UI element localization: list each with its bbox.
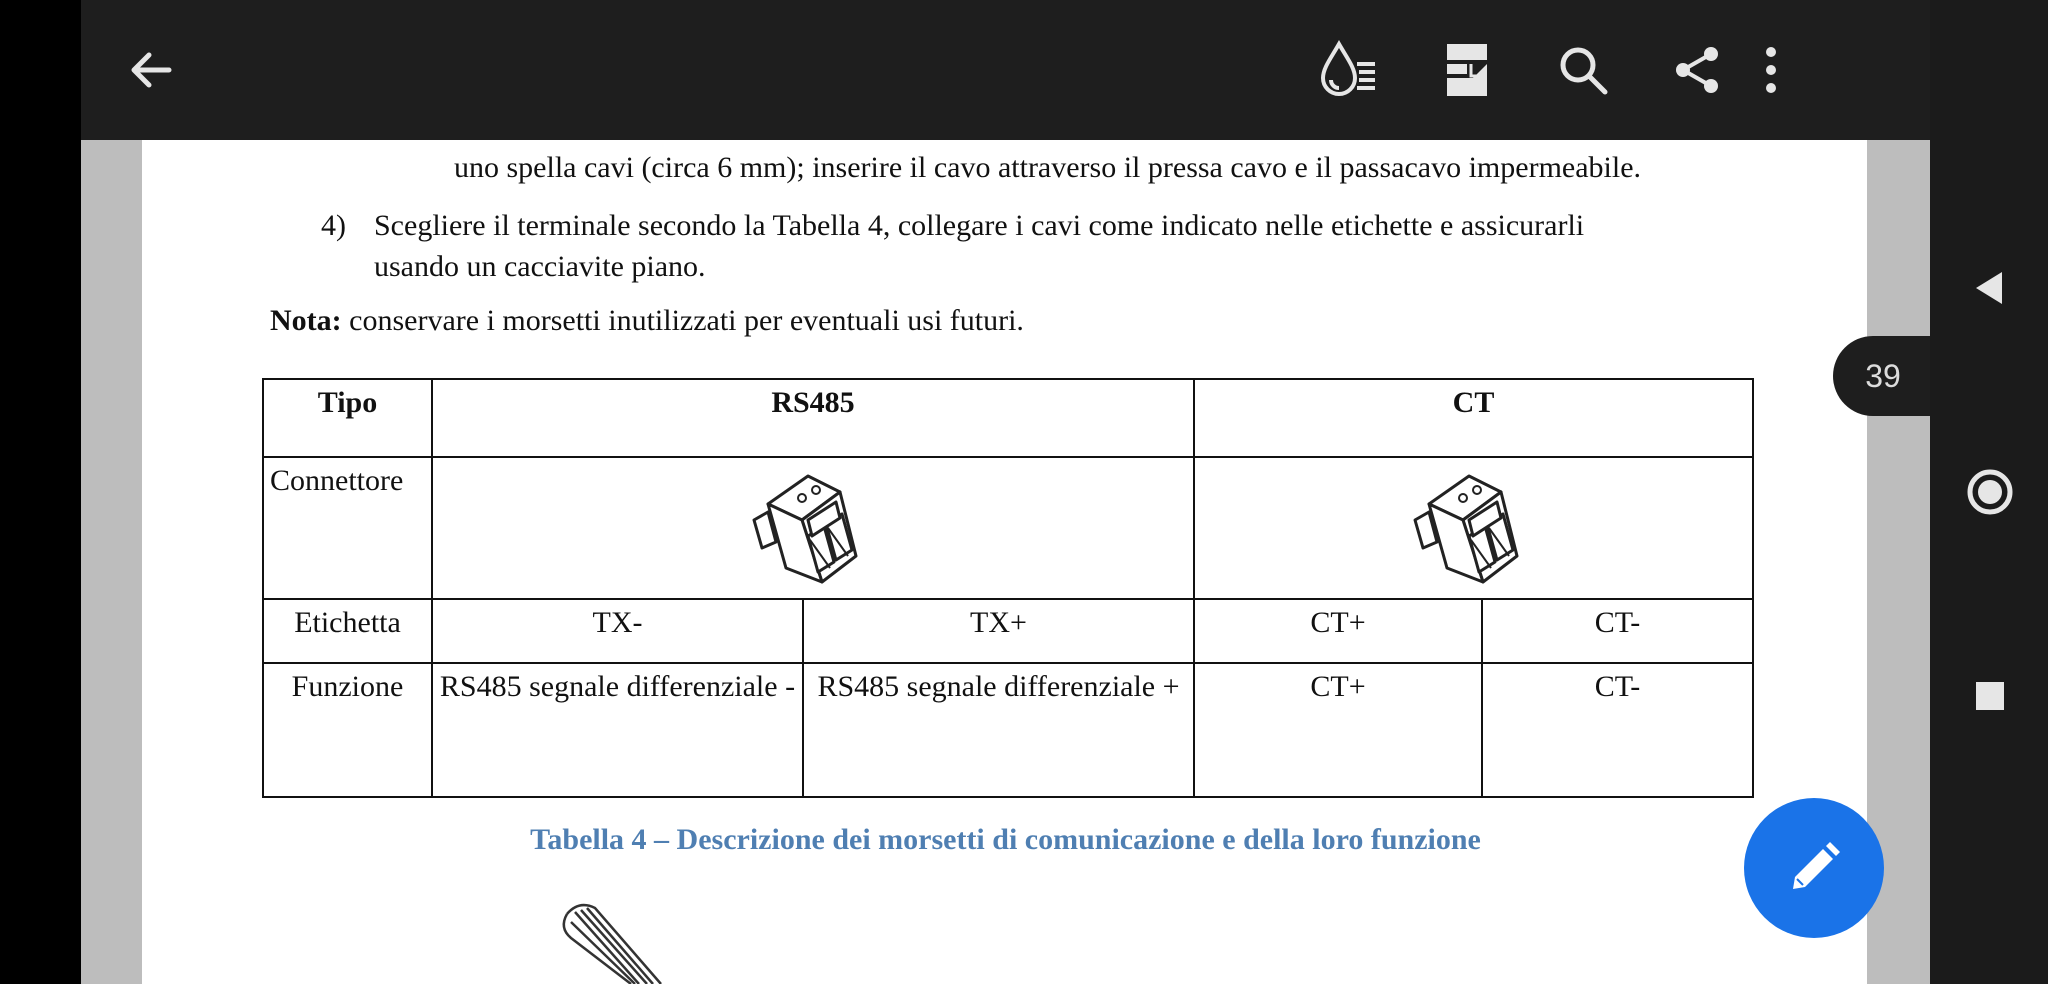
more-vertical-icon — [1761, 42, 1781, 98]
pencil-icon — [1785, 839, 1843, 897]
terminals-table — [262, 378, 1754, 798]
nav-recents-button[interactable] — [1954, 660, 2026, 732]
arrow-left-icon — [123, 42, 179, 98]
edit-fab-button[interactable] — [1744, 798, 1884, 938]
document-viewer[interactable] — [81, 0, 1930, 984]
nav-back-button[interactable] — [1954, 252, 2026, 324]
back-button[interactable] — [111, 30, 191, 110]
row-label-etichetta: Etichetta — [263, 599, 432, 663]
organize-pages-icon — [1443, 42, 1491, 98]
step-4-line-1: Scegliere il terminale secondo la Tabella 4, collegare i cavi come indicato nelle etichette e assicurarli — [374, 209, 1585, 242]
row-label-funzione: Funzione — [263, 663, 432, 797]
table-caption: Tabella 4 – Descrizione dei morsetti di comunicazione e della loro funzione — [530, 823, 1481, 856]
note-label: Nota: — [270, 304, 342, 337]
share-icon — [1669, 42, 1725, 98]
screwdriver-image — [551, 898, 671, 984]
left-letterbox — [0, 0, 81, 984]
table-cell: CT+ — [1194, 599, 1482, 663]
square-recents-icon — [1970, 676, 2010, 716]
nav-home-button[interactable] — [1954, 456, 2026, 528]
liquid-mode-button[interactable] — [1309, 30, 1389, 110]
connector-ct-cell — [1194, 457, 1753, 599]
search-icon — [1555, 42, 1611, 98]
organize-pages-button[interactable] — [1427, 30, 1507, 110]
table-cell: CT- — [1482, 599, 1753, 663]
step-4-number: 4) — [321, 209, 346, 242]
table-cell: CT+ — [1194, 663, 1482, 797]
header-tipo: Tipo — [263, 379, 432, 457]
table-cell: TX- — [432, 599, 803, 663]
step-4-line-2: usando un cacciavite piano. — [374, 250, 706, 283]
note-paragraph — [270, 304, 1024, 338]
connector-rs485-image — [748, 464, 878, 584]
table-row-etichetta — [263, 599, 1753, 663]
table-row-connettore — [263, 457, 1753, 599]
header-ct: CT — [1194, 379, 1753, 457]
more-options-button[interactable] — [1731, 30, 1811, 110]
share-button[interactable] — [1657, 30, 1737, 110]
table-cell: CT- — [1482, 663, 1753, 797]
top-toolbar — [81, 0, 1930, 140]
row-label-connettore: Connettore — [263, 457, 432, 599]
table-cell: TX+ — [803, 599, 1194, 663]
table-cell: RS485 segnale differenziale - — [432, 663, 803, 797]
header-rs485: RS485 — [432, 379, 1194, 457]
triangle-back-icon — [1970, 268, 2010, 308]
circle-home-icon — [1965, 467, 2015, 517]
connector-rs485-cell — [432, 457, 1194, 599]
step-3-continuation: uno spella cavi (circa 6 mm); inserire il cavo attraverso il pressa cavo e il passacavo impermeabile. — [454, 151, 1642, 184]
connector-ct-image — [1409, 464, 1539, 584]
page-number-badge[interactable]: 39 — [1833, 336, 1933, 416]
liquid-mode-icon — [1317, 38, 1381, 102]
table-cell: RS485 segnale differenziale + — [803, 663, 1194, 797]
table-row-funzione — [263, 663, 1753, 797]
system-nav-bar — [1930, 0, 2048, 984]
table-header-row — [263, 379, 1753, 457]
search-button[interactable] — [1543, 30, 1623, 110]
note-text: conservare i morsetti inutilizzati per eventuali usi futuri. — [341, 304, 1024, 337]
